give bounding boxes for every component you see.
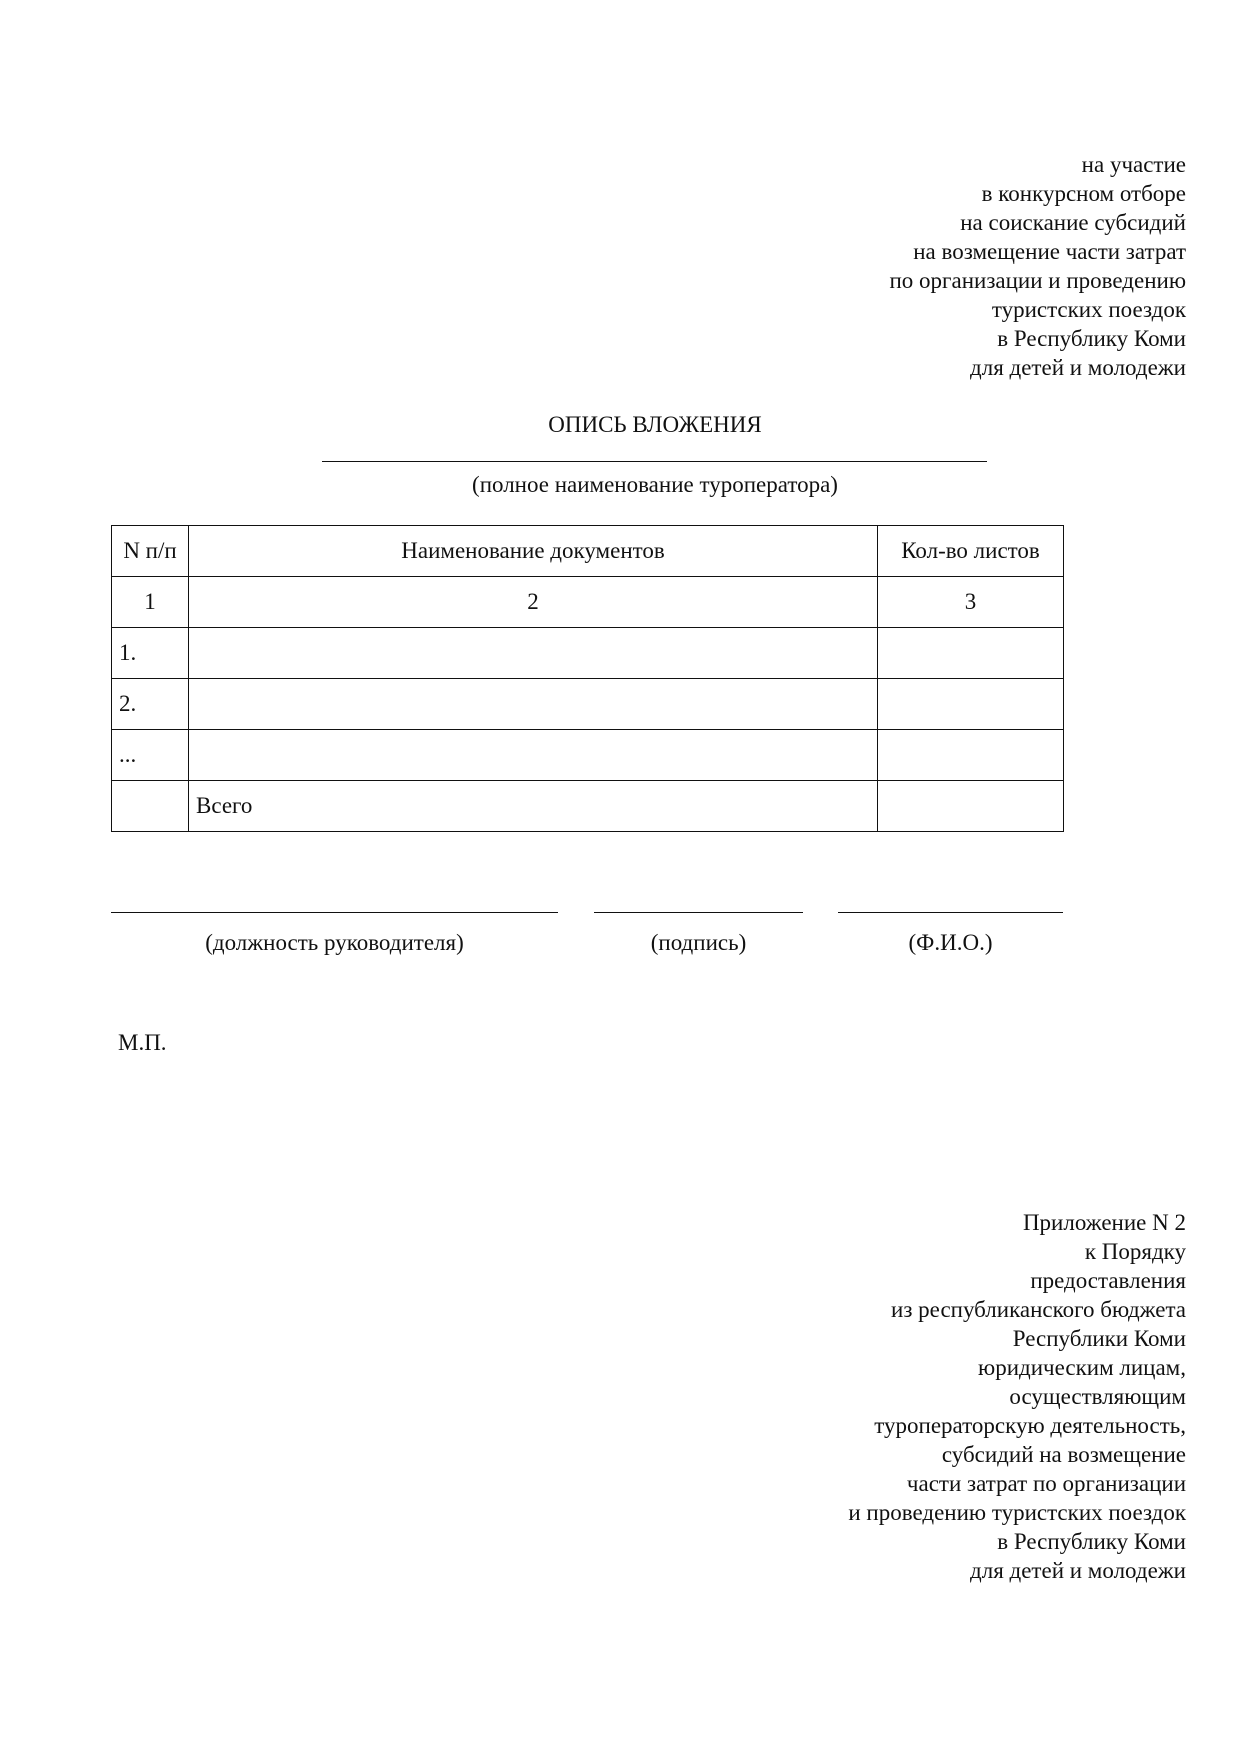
row-sheet-count bbox=[878, 730, 1064, 781]
operator-name-caption: (полное наименование туроператора) bbox=[472, 472, 838, 497]
position-caption: (должность руководителя) bbox=[205, 930, 464, 955]
header-document-name: Наименование документов bbox=[189, 526, 878, 577]
appendix-line: субсидий на возмещение bbox=[941, 1442, 1186, 1467]
header-line: на соискание субсидий bbox=[960, 210, 1186, 235]
table-header-row bbox=[112, 526, 1064, 577]
header-line: в Республику Коми bbox=[997, 326, 1186, 351]
signature-line bbox=[594, 912, 803, 913]
header-line: туристских поездок bbox=[991, 297, 1186, 322]
appendix-line: туроператорскую деятельность, bbox=[874, 1413, 1186, 1438]
header-line: для детей и молодежи bbox=[970, 355, 1186, 380]
appendix-line: осуществляющим bbox=[1009, 1384, 1186, 1409]
appendix-block bbox=[848, 1208, 1186, 1585]
table-row bbox=[112, 679, 1064, 730]
column-number: 2 bbox=[189, 577, 878, 628]
row-document-name bbox=[189, 730, 878, 781]
inventory-table bbox=[111, 525, 1064, 832]
header-line: на возмещение части затрат bbox=[913, 239, 1186, 264]
appendix-line: для детей и молодежи bbox=[970, 1558, 1186, 1583]
appendix-line: в Республику Коми bbox=[997, 1529, 1186, 1554]
operator-name-field-line bbox=[322, 461, 987, 462]
header-line: на участие bbox=[1081, 152, 1186, 177]
appendix-line: юридическим лицам, bbox=[978, 1355, 1186, 1380]
appendix-line: Приложение N 2 bbox=[1022, 1210, 1186, 1235]
row-number: 2. bbox=[112, 679, 189, 730]
row-sheet-count bbox=[878, 679, 1064, 730]
appendix-line: части затрат по организации bbox=[906, 1471, 1186, 1496]
column-number: 3 bbox=[878, 577, 1064, 628]
signature-caption: (подпись) bbox=[650, 930, 747, 955]
header-sheet-count: Кол-во листов bbox=[878, 526, 1064, 577]
total-number-cell bbox=[112, 781, 189, 832]
row-document-name bbox=[189, 628, 878, 679]
total-sheet-count bbox=[878, 781, 1064, 832]
appendix-line: предоставления bbox=[1030, 1268, 1186, 1293]
form-title: ОПИСЬ ВЛОЖЕНИЯ bbox=[548, 412, 762, 437]
table-total-row bbox=[112, 781, 1064, 832]
header-number: N п/п bbox=[112, 526, 189, 577]
row-number: 1. bbox=[112, 628, 189, 679]
table-row bbox=[112, 628, 1064, 679]
appendix-line: к Порядку bbox=[1084, 1239, 1186, 1264]
row-sheet-count bbox=[878, 628, 1064, 679]
appendix-line: из республиканского бюджета bbox=[891, 1297, 1186, 1322]
column-number: 1 bbox=[112, 577, 189, 628]
header-line: по организации и проведению bbox=[889, 268, 1186, 293]
appendix-line: Республики Коми bbox=[1012, 1326, 1186, 1351]
header-line: в конкурсном отборе bbox=[981, 181, 1186, 206]
full-name-signature-line bbox=[838, 912, 1063, 913]
row-number: ... bbox=[112, 730, 189, 781]
header-block bbox=[890, 150, 1187, 382]
position-signature-line bbox=[111, 912, 558, 913]
appendix-line: и проведению туристских поездок bbox=[848, 1500, 1186, 1525]
total-label: Всего bbox=[189, 781, 878, 832]
stamp-place: М.П. bbox=[118, 1030, 167, 1055]
row-document-name bbox=[189, 679, 878, 730]
table-numbering-row bbox=[112, 577, 1064, 628]
full-name-caption: (Ф.И.О.) bbox=[908, 930, 993, 955]
table-row bbox=[112, 730, 1064, 781]
